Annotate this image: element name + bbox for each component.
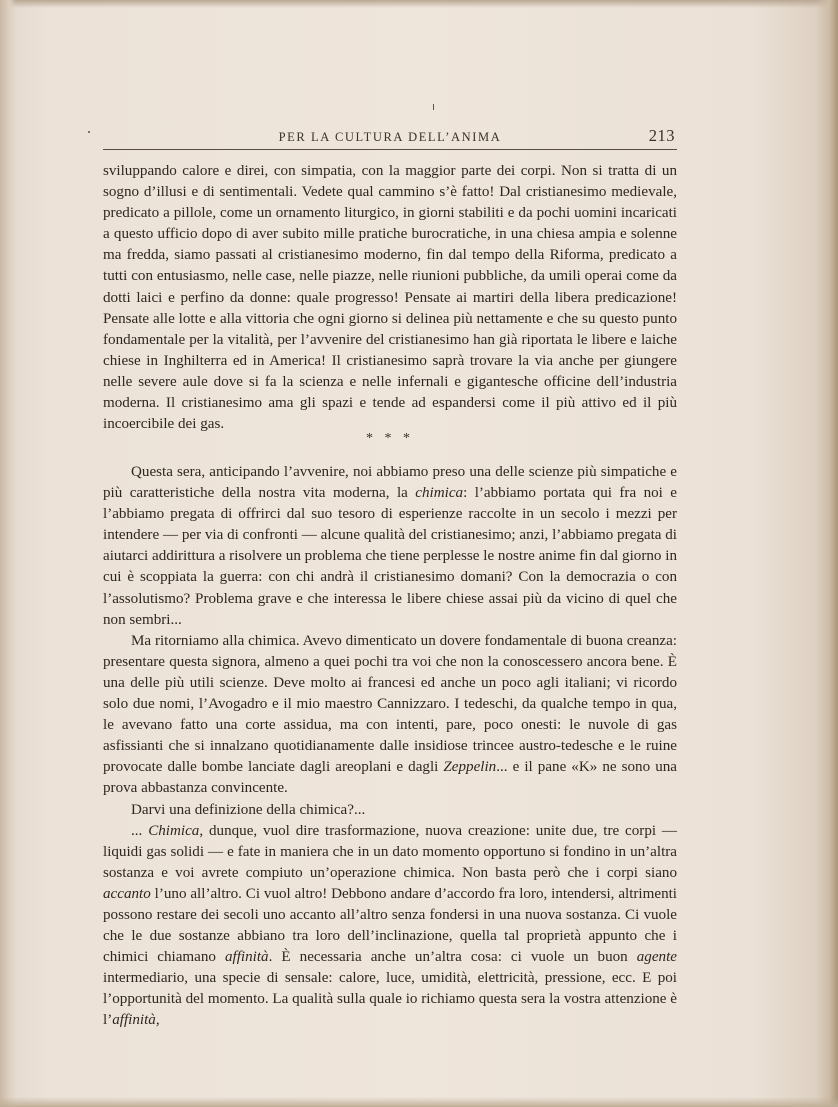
page-left-edge (0, 0, 16, 1107)
header-rule (103, 149, 677, 150)
italic-term: affinità (225, 949, 269, 966)
italic-term: agente (636, 949, 677, 966)
paragraph (103, 821, 677, 1032)
paragraph: Darvi una definizione della chimica?... (131, 801, 366, 818)
paragraph: sviluppando calore e direi, con simpatia, con la maggior parte dei corpi. Non si tratta di un sogno d’illusi e di sentimentali. Vedete qual cammino s’è fatto! Dal cristianesimo medievale, predicato a pillole, come un ornamento liturgico, in giorni stabiliti e da pochi uomini incaricati a questo ufficio dopo di aver subito mille pratiche burocratiche, in una chiesa ampia e solenne ma fredda, siamo passati al cristianesimo moderno, fin dal tempo della Riforma, predicato a tutti con entusiasmo, nelle case, nelle piazze, nelle riunioni pubbliche, da umili operai come da dotti laici e perfino da donne: quale progresso! Pensate ai martiri della libera predicazione! Pensate alle lotte e alla vittoria che ogni giorno si delinea più nettamente e che su questo punto fondamentale per la vitalità, per l’avvenire del cristianesimo han già riportata le libere e laiche chiese in Inghilterra ed in America! Il cristianesimo saprà trovare la via anche per giungere nelle severe aule dove si fa la scienza e nelle infernali e gigantesche officine dell’industria moderna. Il cristianesimo ama gli spazi e tende ad espandersi come il più attivo ed il più incoercibile dei gas. (103, 163, 677, 433)
running-header (103, 126, 677, 148)
body-text-main (103, 462, 677, 1032)
print-speck (88, 131, 90, 133)
text-run: , (155, 1012, 160, 1029)
page-number: 213 (648, 126, 675, 145)
text-run: l’uno all’altro. Ci vuol altro! Debbono andare d’accordo fra loro, intendersi, altrimenti possono restare dei secoli uno accanto all’altro senza fondersi in una nuova sostanza. Ci vuole che le due sostanze abbiano tra loro dell’inclinazione, quella tal proprietà appunto che i chimici chiamano (103, 885, 677, 966)
body-text-top (103, 161, 677, 435)
section-separator: * * * (366, 431, 414, 446)
paragraph (103, 462, 677, 631)
paragraph (103, 631, 677, 800)
text-run: ... (131, 822, 149, 839)
italic-term: Chimica (148, 822, 200, 839)
text-run: : l’abbiamo portata qui fra noi e l’abbiamo pregata di offrirci dal suo tesoro di esperienze raccolte in un secolo i mezzi per intendere — per via di confronti — alcune qualità del cristianesimo; anzi, l’abbiamo pregata di aiutarci addirittura a risolvere un problema che tiene perplesse le nostre anime fin dal giorno in cui è scoppiata la guerra: con chi andrà il cristianesimo domani? Con la democrazia o con l’assolutismo? Problema grave e che interessa le libere chiese assai più da vicino di quel che non sembri... (103, 485, 677, 628)
text-run: , dunque, vuol dire trasformazione, nuova creazione: unite due, tre corpi — liquidi gas solidi — e fate in maniera che in un dato momento opportuno si fondino in un’altra sostanza e voi avrete compiuto un’operazione chimica. Non basta però che i corpi siano (103, 822, 678, 881)
text-run: . È necessaria anche un’altra cosa: ci vuole un buon (268, 949, 637, 966)
italic-term: affinità (112, 1012, 156, 1029)
text-run: intermediario, una specie di sensale: calore, luce, umidità, elettricità, pressione, ecc. E poi l’opportunità del momento. La qualità sulla quale io richiamo questa sera la vostra attenzione è l’ (103, 970, 677, 1029)
text-run: Questa sera, anticipando l’avvenire, noi abbiamo preso una delle scienze più simpatiche e più caratteristiche della nostra vita moderna, la (103, 464, 677, 502)
page-right-edge (816, 0, 838, 1107)
italic-term: chimica (415, 485, 464, 502)
text-run: ... e il pane «K» ne sono una prova abbastanza convincente. (103, 759, 677, 797)
page-top-edge (0, 0, 838, 8)
italic-term: Zeppelin (443, 759, 497, 776)
text-run: Ma ritorniamo alla chimica. Avevo dimenticato un dovere fondamentale di buona creanza: presentare questa signora, almeno a quei pochi tra voi che non la conoscessero ancora bene. È una delle più utili scienze. Deve molto ai francesi ed anche un poco agli italiani; vi ricordo solo due nomi, l’Avogadro e il mio maestro Cannizzaro. I tedeschi, da qualche tempo in qua, le avevano fatto una corte assidua, ma con intenti, pare, poco onesti: le nuvole di gas asfissianti che si innalzano quotidianamente dalle insidiose trincee austro-tedesche e le ruine provocate dalle bombe lanciate dagli areoplani e dagli (103, 632, 677, 776)
running-head-title: PER LA CULTURA DELL’ANIMA (278, 130, 502, 144)
print-speck (433, 104, 434, 110)
page-bottom-edge (0, 1097, 838, 1107)
italic-term: accanto (103, 885, 151, 902)
